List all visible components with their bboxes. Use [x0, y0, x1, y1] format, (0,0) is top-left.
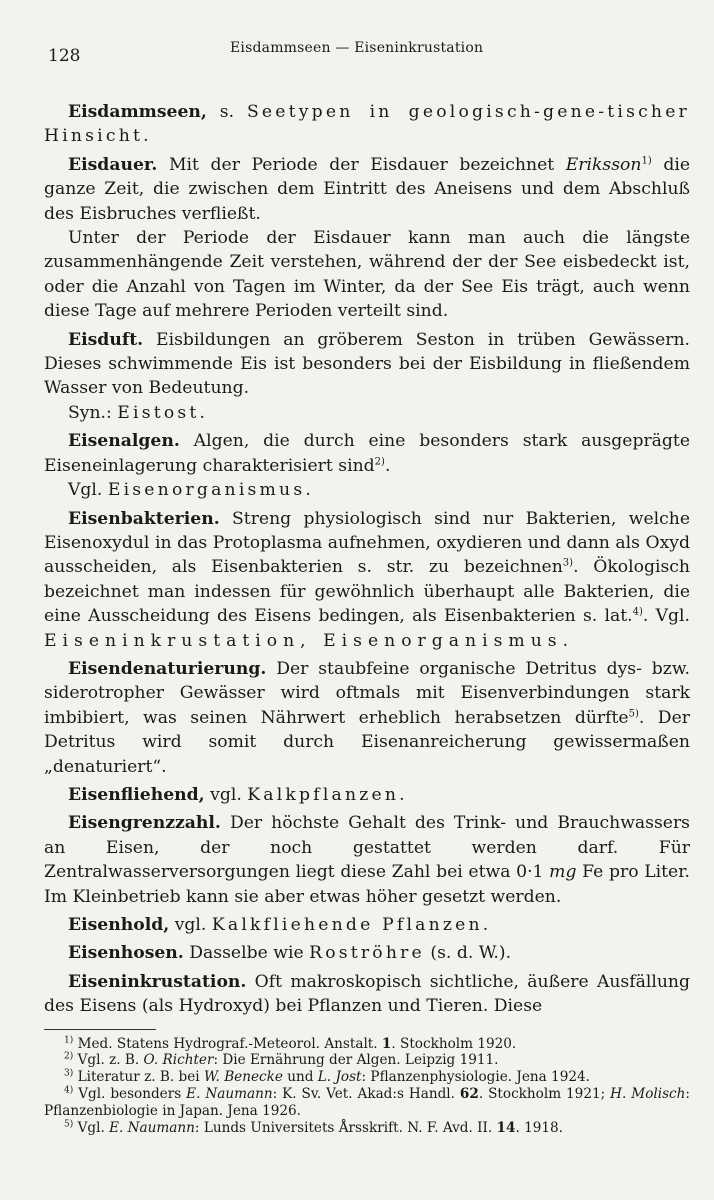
footnote-5: $^{5)}$ Vgl. E. Naumann: Lunds Universitets Årsskrift. N. F. Avd. II. 14. 1918. [64, 1119, 563, 1136]
unit: mg [549, 862, 577, 883]
author-name: Eriksson [565, 154, 642, 175]
footnote-marker: 2) [374, 455, 385, 467]
footnote-marker: 1) [641, 155, 652, 167]
entry-eisendenaturierung: Eisendenaturierung. Der staubfeine organische Detritus dys- bzw. siderotropher Gewässer wird oftmals mit Eisenverbindungen stark imbibiert, was seinen Nährwert erheblich herabsetzen dürfte$^{5)}$. Der Detritus wird somit durch Eisenanreicherung gewissermaßen „denaturiert“. [44, 658, 690, 777]
entry-eiseninkrustation: Eiseninkrustation. Oft makroskopisch sichtliche, äußere Ausfällung des Eisens (als Hydroxyd) bei Pflanzen und Tieren. Diese [44, 971, 690, 1017]
entry-eisenalgen: Eisenalgen. Algen, die durch eine besonders stark ausgeprägte Eiseneinlagerung charakterisiert sind$^{2)}$. Vgl. Eisenorganismus. [44, 431, 690, 501]
dictionary-body [44, 100, 690, 1019]
headword: Eisdammseen, [68, 102, 207, 122]
entry-eisenhosen: Eisenhosen. Dasselbe wie Roströhre (s. d. W.). [68, 943, 512, 964]
cross-reference: Roströhre [309, 943, 425, 964]
page-number: 128 [48, 46, 81, 66]
footnote-rule [44, 1029, 156, 1030]
synonym: Eistost. [117, 402, 209, 423]
cross-reference: Eisenorganismus. [107, 480, 314, 501]
page-header [44, 38, 690, 68]
headword: Eisenhold, [68, 915, 170, 935]
footnote-3: $^{3)}$ Literatur z. B. bei W. Benecke und L. Jost: Pflanzenphysiologie. Jena 1924. [64, 1068, 590, 1086]
footnotes [44, 1036, 690, 1137]
synonym-label: Syn.: [68, 402, 118, 423]
footnote-2: $^{2)}$ Vgl. z. B. O. Richter: Die Ernährung der Algen. Leipzig 1911. [64, 1051, 499, 1069]
headword: Eisengrenzzahl. [68, 813, 221, 834]
headword: Eisduft. [68, 329, 144, 350]
headword: Eisenfliehend, [68, 784, 205, 805]
footnote-1: $^{1)}$ Med. Statens Hydrograf.-Meteorol. Anstalt. 1. Stockholm 1920. [64, 1035, 517, 1052]
cross-reference: Eiseninkrustation, Eisenorganismus. [44, 630, 575, 651]
headword: Eisenalgen. [68, 431, 180, 452]
entry-eisduft: Eisduft. Eisbildungen an gröberem Seston in trüben Gewässern. Dieses schwimmende Eis ist besonders bei der Eisbildung in fließendem Wasser von Bedeutung. Syn.: Eistost. [44, 329, 690, 423]
footnote-marker: 5) [628, 708, 639, 720]
headword: Eiseninkrustation. [68, 971, 247, 992]
footnote-4: $^{4)}$ Vgl. besonders E. Naumann: K. Sv. Vet. Akad:s Handl. 62. Stockholm 1921; H. Molisch: Pflanzenbiologie in Japan. Jena 1926. [44, 1085, 691, 1119]
headword: Eisendenaturierung. [68, 658, 267, 679]
entry-eisenhold: Eisenhold, vgl. Kalkfliehende Pflanzen. [68, 915, 492, 935]
entry-eisengrenzzahl: Eisengrenzzahl. Der höchste Gehalt des Trink- und Brauchwassers an Eisen, der noch gestattet werden darf. Für Zentralwasserversorgungen liegt diese Zahl bei etwa 0·1 mg Fe pro Liter. Im Kleinbetrieb kann sie aber etwas höher gesetzt werden. [44, 813, 690, 907]
headword: Eisdauer. [68, 154, 158, 175]
footnote-marker: 4) [632, 606, 643, 618]
running-title: Eisdammseen — Eiseninkrustation [230, 40, 484, 56]
headword: Eisenhosen. [68, 943, 184, 964]
entry-eisdammseen: Eisdammseen, s. Seetypen in geologisch-gene-tischer Hinsicht. [44, 102, 690, 147]
paragraph: Unter der Periode der Eisdauer kann man auch die längste zusammenhängende Zeit verstehen, während der der See eisbedeckt ist, oder die Anzahl von Tagen im Winter, da der See Eis trägt, auch wenn diese Tage auf mehrere Perioden verteilt sind. [44, 228, 690, 322]
entry-eisenbakterien: Eisenbakterien. Streng physiologisch sind nur Bakterien, welche Eisenoxydul in das Protoplasma aufnehmen, oxydieren und dann als Oxyd ausscheiden, als Eisenbakterien s. str. zu bezeichnen$^{3)}$. Ökologisch bezeichnet man indessen für gewöhnlich überhaupt alle Bakterien, die eine Ausscheidung des Eisens bedingen, als Eisenbakterien s. lat.$^{4)}$. Vgl. Eiseninkrustation, Eisenorganismus. [44, 508, 690, 651]
headword: Eisenbakterien. [68, 508, 220, 529]
cross-reference: Kalkpflanzen. [247, 784, 408, 805]
entry-eisenfliehend: Eisenfliehend, vgl. Kalkpflanzen. [68, 784, 408, 805]
footnote-marker: 3) [562, 557, 574, 569]
cross-reference: Seetypen in geologisch-gene-tischer Hinsicht. [44, 102, 690, 147]
cross-reference: Kalkfliehende Pflanzen. [211, 915, 492, 935]
entry-eisdauer: Eisdauer. Mit der Periode der Eisdauer bezeichnet Eriksson$^{1)}$ die ganze Zeit, die zwischen dem Eintritt des Aneisens und dem Abschluß des Eisbruches verfließt. Unter der Periode der Eisdauer kann man auch die längste zusammenhängende Zeit verstehen, während der der See eisbedeckt ist, oder die Anzahl von Tagen im Winter, da der See Eis trägt, auch wenn diese Tage auf mehrere Perioden verteilt sind. [44, 153, 690, 324]
